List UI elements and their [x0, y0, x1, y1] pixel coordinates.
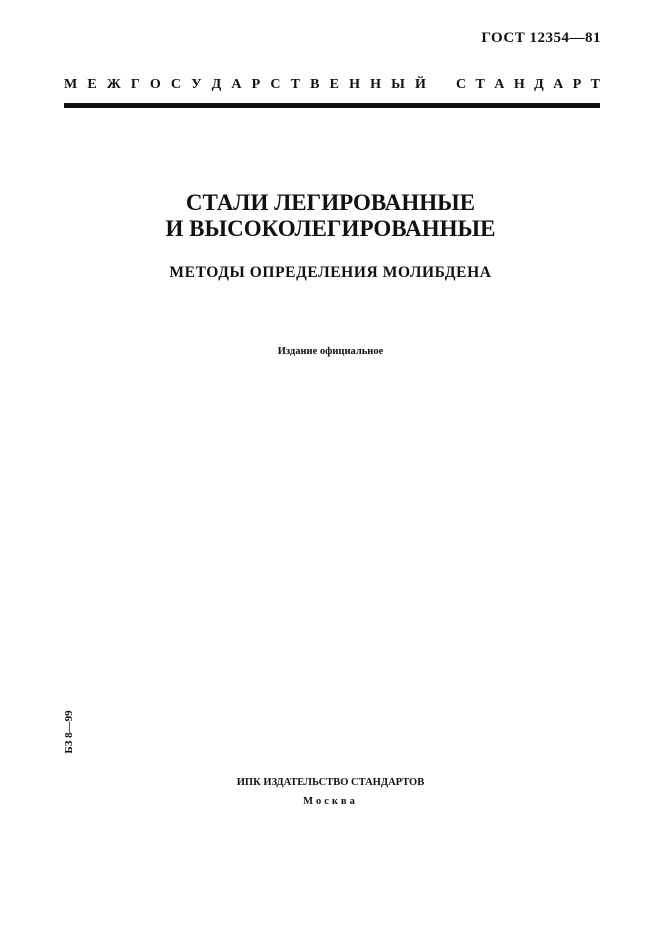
banner-letter: Н [370, 77, 381, 92]
publisher-name: ИПК ИЗДАТЕЛЬСТВО СТАНДАРТОВ [236, 777, 425, 788]
banner-letter: Т [590, 77, 600, 92]
edition-note: Издание официальное [277, 346, 384, 357]
banner-letter: Д [211, 77, 222, 92]
banner-letter: Ж [106, 77, 121, 92]
document-title [0, 190, 661, 242]
document-subtitle: МЕТОДЫ ОПРЕДЕЛЕНИЯ МОЛИБДЕНА [169, 264, 492, 281]
banner-letter: Н [513, 77, 525, 92]
banner-letter: С [170, 77, 182, 92]
banner-letter: Е [87, 77, 97, 92]
banner-letter: Т [290, 77, 300, 92]
header-rule [64, 103, 600, 108]
banner-letter: У [191, 77, 202, 92]
banner-letter: Р [572, 77, 582, 92]
publisher-city: Москва [303, 796, 358, 807]
banner-letter: В [310, 77, 320, 92]
banner-letter: Г [130, 77, 140, 92]
document-code: ГОСТ 12354—81 [481, 30, 601, 46]
side-code: БЗ 8—99 [63, 710, 75, 754]
banner-word-standard [456, 76, 600, 94]
banner-letter: Р [251, 77, 261, 92]
banner-letter: А [231, 77, 242, 92]
banner-letter: Н [349, 77, 360, 92]
banner-letter: А [494, 77, 505, 92]
banner-letter: С [270, 77, 281, 92]
banner-letter: А [553, 77, 564, 92]
banner-word-interstate [64, 76, 426, 94]
banner-letter: Й [415, 77, 426, 92]
title-line-2: И ВЫСОКОЛЕГИРОВАННЫЕ [165, 216, 496, 241]
banner-letter: Т [475, 77, 485, 92]
banner-letter: М [64, 77, 78, 92]
title-line-1: СТАЛИ ЛЕГИРОВАННЫЕ [185, 190, 476, 215]
banner-letter: С [456, 77, 467, 92]
banner-letter: О [149, 77, 161, 92]
banner-letter: Ы [391, 77, 405, 92]
banner-letter: Е [329, 77, 339, 92]
standard-banner [64, 76, 600, 94]
banner-letter: Д [534, 77, 544, 92]
